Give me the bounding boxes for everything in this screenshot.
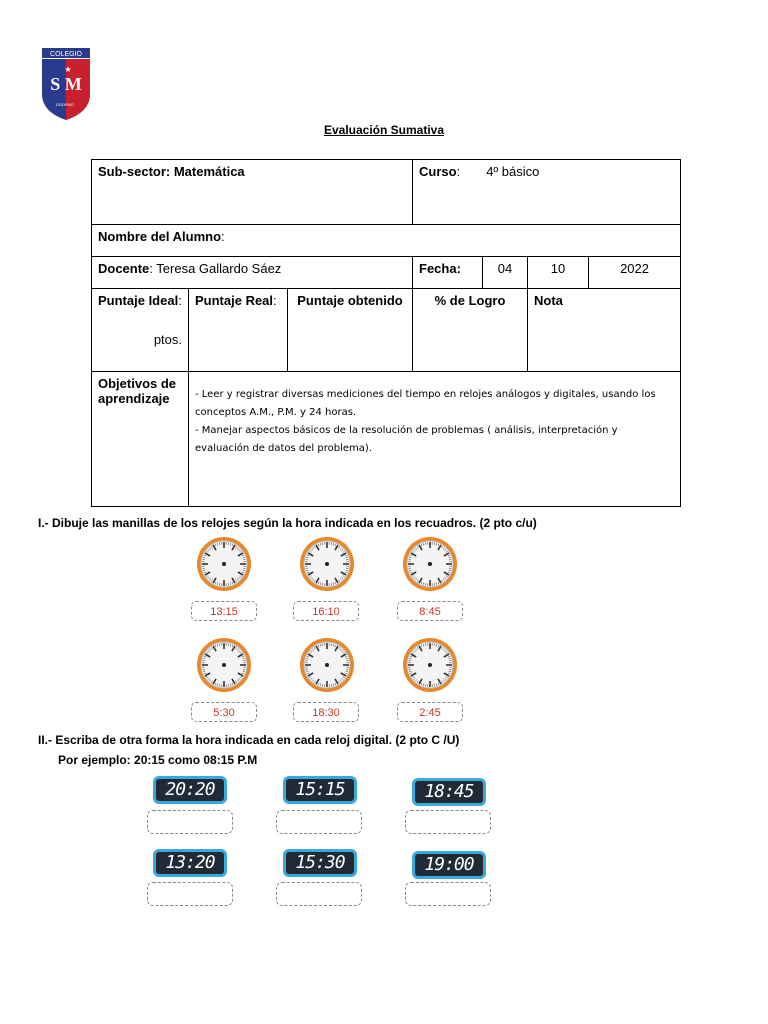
clock-face-icon bbox=[195, 535, 253, 593]
docente-cell bbox=[92, 257, 413, 289]
digital-clock-1: 20:20 bbox=[153, 776, 227, 804]
section1-instruction: I.- Dibuje las manillas de los relojes según la hora indicada en los recuadros. (2 pto c/u) bbox=[38, 516, 537, 530]
logo-top-text: COLEGIO bbox=[50, 51, 82, 58]
subsector-cell bbox=[92, 160, 413, 225]
time-box-2: 16:10 bbox=[293, 601, 359, 621]
answer-box-4[interactable] bbox=[147, 882, 233, 906]
analog-clock-2[interactable] bbox=[298, 535, 356, 593]
analog-clock-4[interactable] bbox=[195, 636, 253, 694]
objetivo-1: - Leer y registrar diversas mediciones del tiempo en relojes análogos y digitales, usando los conceptos A.M., P.M. y 24 horas. bbox=[195, 389, 656, 418]
analog-clock-1[interactable] bbox=[195, 535, 253, 593]
clock-face-icon bbox=[401, 636, 459, 694]
analog-clock-3[interactable] bbox=[401, 535, 459, 593]
digital-clock-6: 19:00 bbox=[412, 851, 486, 879]
time-box-5: 18:30 bbox=[293, 702, 359, 722]
objetivos-label: Objetivos de aprendizaje bbox=[92, 372, 189, 507]
objetivo-2: - Manejar aspectos básicos de la resolución de problemas ( análisis, interpretación y evaluación de datos del problema). bbox=[195, 425, 618, 454]
clock-center bbox=[222, 663, 226, 667]
puntaje-obtenido-label: Puntaje obtenido bbox=[288, 289, 413, 372]
curso-cell bbox=[413, 160, 681, 225]
curso-sep: : bbox=[456, 164, 461, 179]
answer-box-6[interactable] bbox=[405, 882, 491, 906]
logro-label: % de Logro bbox=[413, 289, 528, 372]
info-table bbox=[91, 159, 681, 507]
subsector-label: Sub-sector bbox=[98, 164, 166, 179]
puntaje-ideal-sep: : bbox=[178, 293, 182, 308]
analog-clock-6[interactable] bbox=[401, 636, 459, 694]
curso-label: Curso bbox=[419, 164, 457, 179]
clock-face-icon bbox=[195, 636, 253, 694]
time-box-1: 13:15 bbox=[191, 601, 257, 621]
digital-clock-4: 13:20 bbox=[153, 849, 227, 877]
ptos-text: ptos. bbox=[153, 332, 182, 347]
logo-bottom-text: OSORNO bbox=[56, 102, 74, 107]
time-box-4: 5:30 bbox=[191, 702, 257, 722]
clock-face-icon bbox=[298, 535, 356, 593]
clock-face-icon bbox=[298, 636, 356, 694]
time-box-3: 8:45 bbox=[397, 601, 463, 621]
fecha-label: Fecha: bbox=[413, 257, 483, 289]
time-box-6: 2:45 bbox=[397, 702, 463, 722]
clock-center bbox=[428, 562, 432, 566]
puntaje-ideal-cell bbox=[92, 289, 189, 372]
nombre-sep: : bbox=[221, 229, 225, 244]
answer-box-2[interactable] bbox=[276, 810, 362, 834]
docente-value: : Teresa Gallardo Sáez bbox=[149, 261, 282, 276]
digital-clock-2: 15:15 bbox=[283, 776, 357, 804]
curso-value: 4º básico bbox=[486, 164, 540, 179]
clock-center bbox=[325, 562, 329, 566]
star-icon: ★ bbox=[64, 65, 72, 74]
analog-clock-5[interactable] bbox=[298, 636, 356, 694]
answer-box-5[interactable] bbox=[276, 882, 362, 906]
page-title: Evaluación Sumativa bbox=[323, 123, 445, 137]
docente-label: Docente bbox=[98, 261, 150, 276]
digital-clock-5: 15:30 bbox=[283, 849, 357, 877]
school-logo bbox=[40, 46, 92, 122]
puntaje-real-cell bbox=[189, 289, 288, 372]
section2-example: Por ejemplo: 20:15 como 08:15 P.M bbox=[58, 753, 258, 767]
clock-face-icon bbox=[401, 535, 459, 593]
nombre-label: Nombre del Alumno bbox=[98, 229, 222, 244]
digital-clock-3: 18:45 bbox=[412, 778, 486, 806]
fecha-year: 2022 bbox=[589, 257, 681, 289]
answer-box-1[interactable] bbox=[147, 810, 233, 834]
logo-letters: S M bbox=[50, 74, 82, 94]
clock-center bbox=[428, 663, 432, 667]
subsector-value: : Matemática bbox=[165, 164, 245, 179]
objetivos-cell bbox=[189, 372, 681, 507]
section2-instruction: II.- Escriba de otra forma la hora indicada en cada reloj digital. (2 pto C /U) bbox=[38, 733, 460, 747]
fecha-month: 10 bbox=[528, 257, 589, 289]
answer-box-3[interactable] bbox=[405, 810, 491, 834]
puntaje-ideal-label: Puntaje Ideal bbox=[98, 293, 179, 308]
nombre-cell[interactable] bbox=[92, 225, 681, 257]
puntaje-real-sep: : bbox=[273, 293, 277, 308]
puntaje-real-label: Puntaje Real bbox=[195, 293, 274, 308]
nota-label: Nota bbox=[528, 289, 681, 372]
clock-center bbox=[222, 562, 226, 566]
clock-center bbox=[325, 663, 329, 667]
fecha-day: 04 bbox=[483, 257, 528, 289]
